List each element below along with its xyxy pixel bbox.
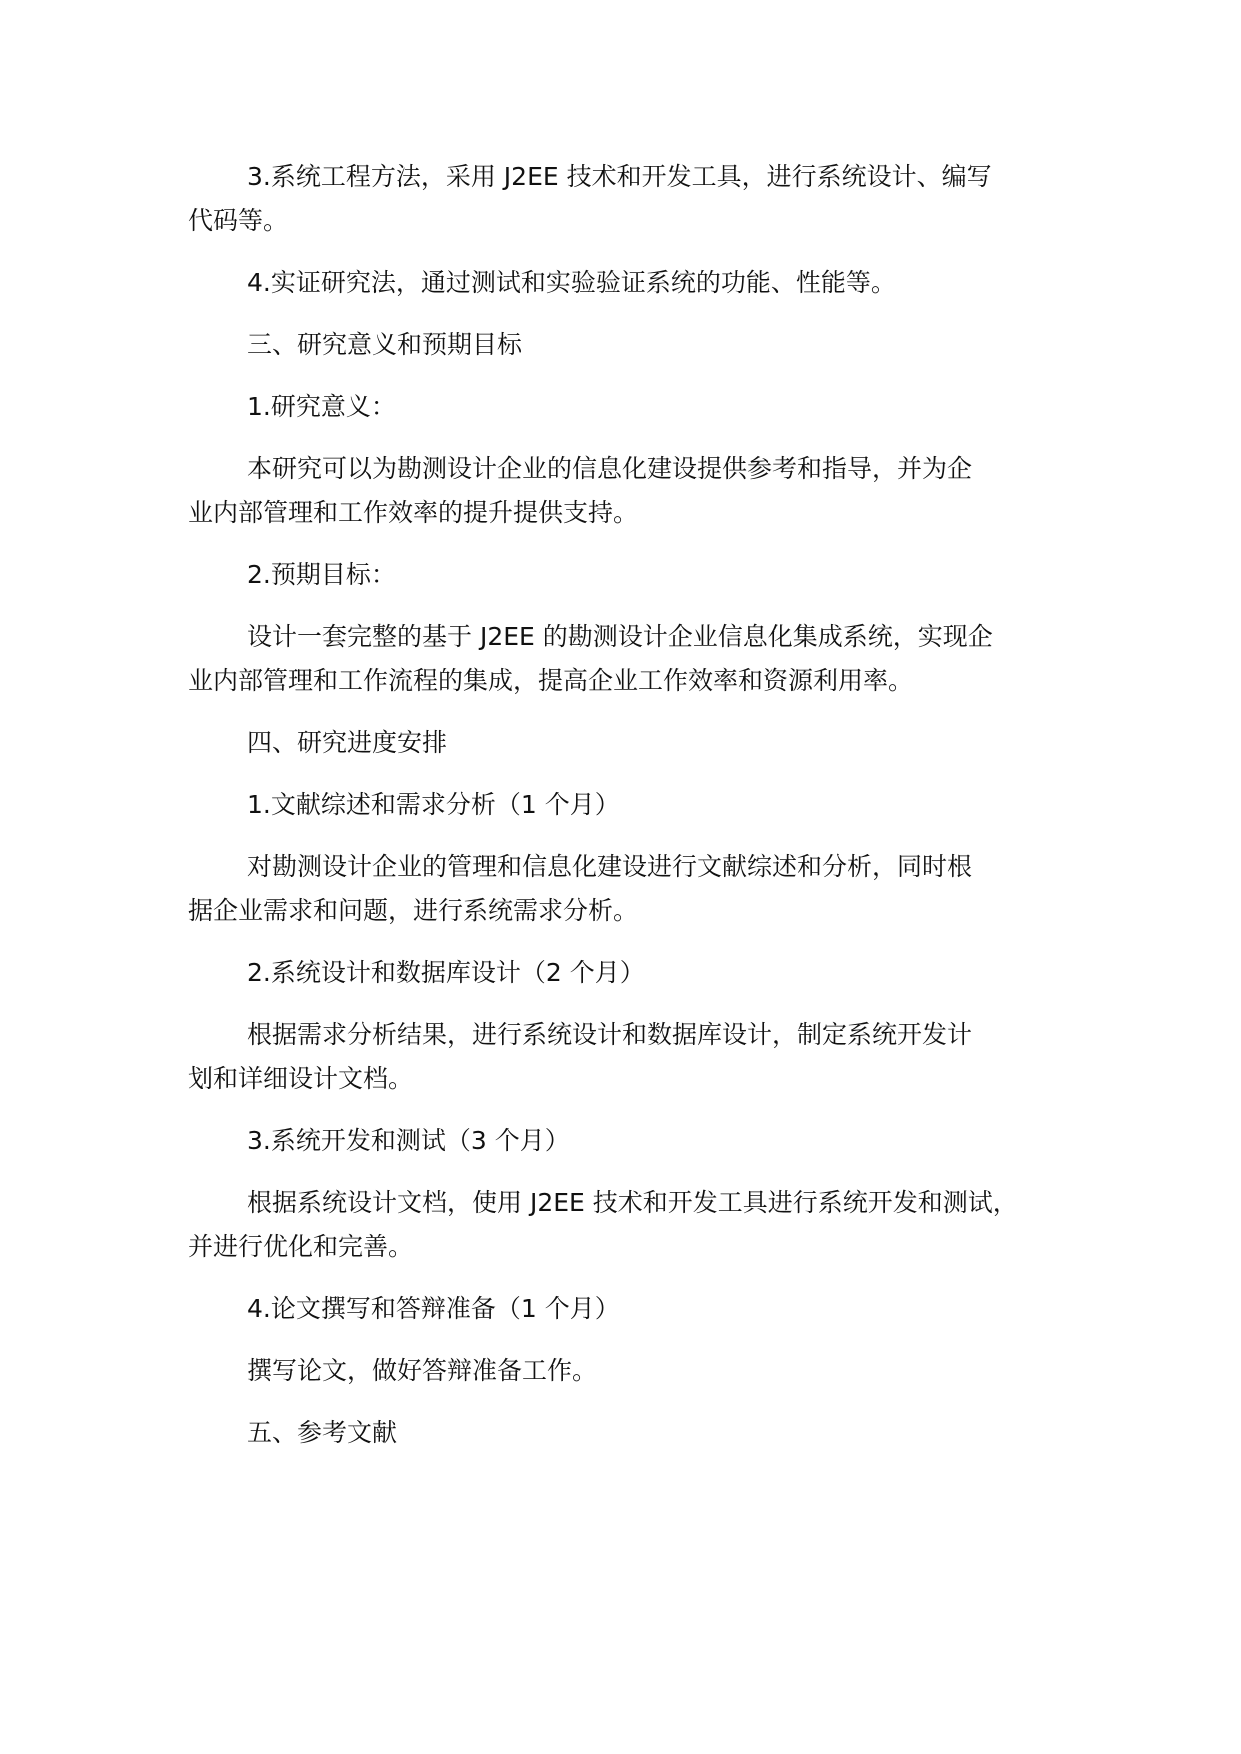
step-3-line-1: 根据系统设计文档，使用 J2EE 技术和开发工具进行系统开发和测试， xyxy=(247,1188,1018,1217)
step-4-line-1: 撰写论文，做好答辩准备工作。 xyxy=(247,1356,598,1385)
step-2-line-2: 划和详细设计文档。 xyxy=(188,1064,414,1093)
goal-line-1: 设计一套完整的基于 J2EE 的勘测设计企业信息化集成系统，实现企 xyxy=(247,622,993,651)
goal-line-2: 业内部管理和工作流程的集成，提高企业工作效率和资源利用率。 xyxy=(188,666,914,695)
step-3-line-2: 并进行优化和完善。 xyxy=(188,1232,414,1261)
step-1-line-2: 据企业需求和问题，进行系统需求分析。 xyxy=(188,896,639,925)
significance-line-2: 业内部管理和工作效率的提升提供支持。 xyxy=(188,498,639,527)
significance-line-1: 本研究可以为勘测设计企业的信息化建设提供参考和指导，并为企 xyxy=(247,454,973,483)
step-2-line-1: 根据需求分析结果，进行系统设计和数据库设计，制定系统开发计 xyxy=(247,1020,973,1049)
step-4-heading: 4.论文撰写和答辩准备（1 个月） xyxy=(247,1294,620,1323)
section-5-heading: 五、参考文献 xyxy=(247,1418,398,1447)
method-4: 4.实证研究法，通过测试和实验验证系统的功能、性能等。 xyxy=(247,268,896,297)
significance-heading: 1.研究意义： xyxy=(247,392,396,421)
goal-heading: 2.预期目标： xyxy=(247,560,396,589)
step-2-heading: 2.系统设计和数据库设计（2 个月） xyxy=(247,958,645,987)
section-4-heading: 四、研究进度安排 xyxy=(247,728,448,757)
step-3-heading: 3.系统开发和测试（3 个月） xyxy=(247,1126,570,1155)
step-1-line-1: 对勘测设计企业的管理和信息化建设进行文献综述和分析，同时根 xyxy=(247,852,973,881)
method-3-line-1: 3.系统工程方法，采用 J2EE 技术和开发工具，进行系统设计、编写 xyxy=(247,162,992,191)
section-3-heading: 三、研究意义和预期目标 xyxy=(247,330,523,359)
method-3-line-2: 代码等。 xyxy=(188,206,289,235)
step-1-heading: 1.文献综述和需求分析（1 个月） xyxy=(247,790,620,819)
